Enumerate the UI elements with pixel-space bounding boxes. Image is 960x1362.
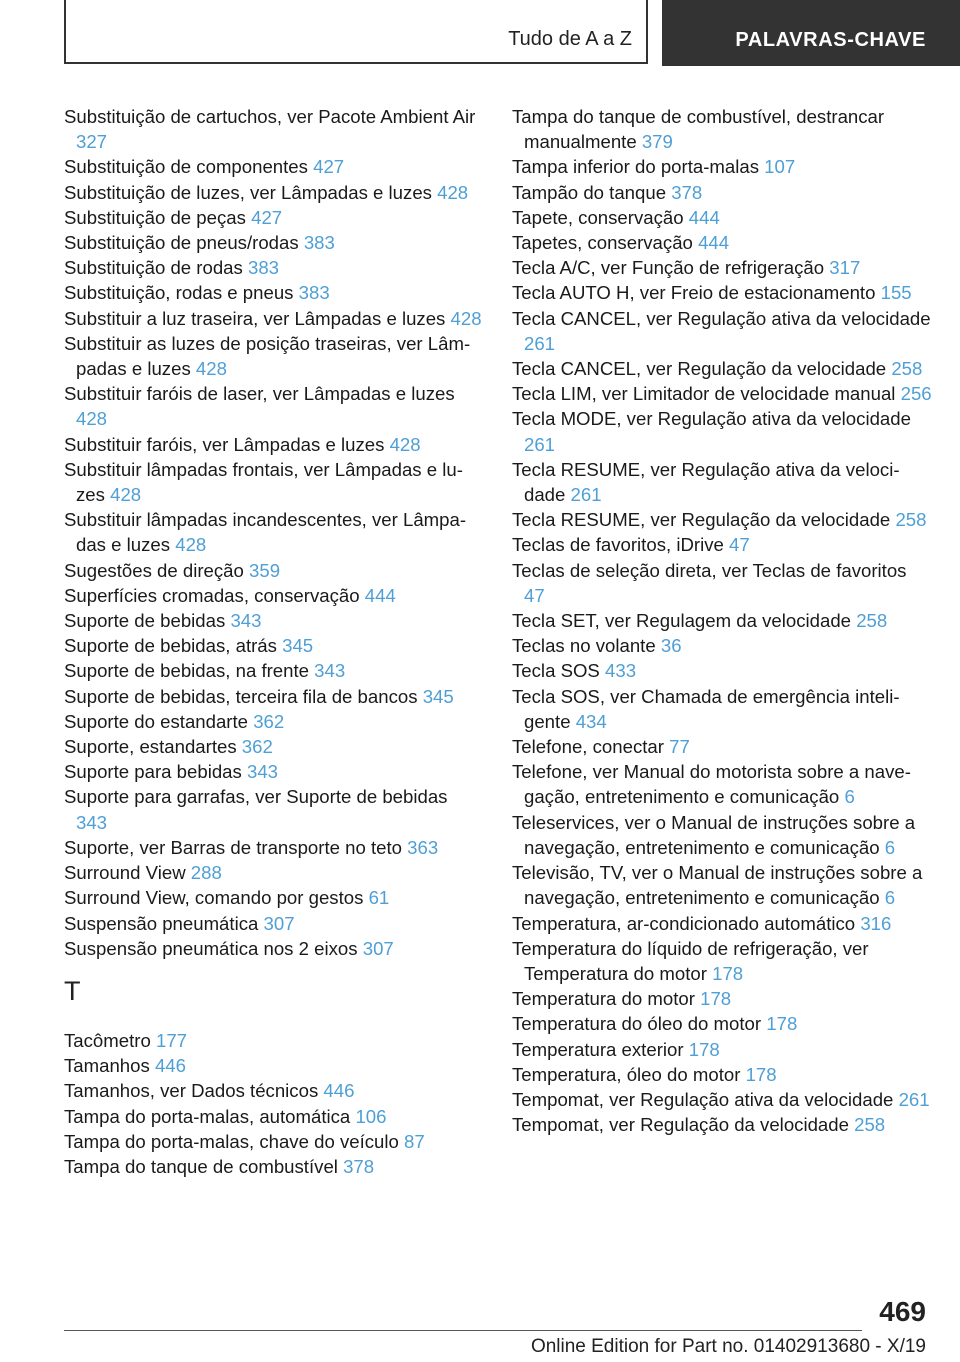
page-reference-link[interactable]: 444 xyxy=(364,584,396,606)
index-term: Tampa do porta-malas, chave do veículo xyxy=(64,1130,399,1152)
page-reference-link[interactable]: 428 xyxy=(389,433,421,455)
index-term: Tamanhos, ver Dados técnicos xyxy=(64,1080,319,1102)
page-reference-link[interactable]: 428 xyxy=(437,181,469,203)
index-term: Suporte para bebidas xyxy=(64,761,242,783)
page-reference-link[interactable]: 288 xyxy=(190,862,222,884)
index-entry xyxy=(64,936,482,961)
index-term: Suporte de bebidas, atrás xyxy=(64,635,277,657)
index-term: Teclas de favoritos, iDrive xyxy=(512,534,724,556)
index-term: Suporte do estandarte xyxy=(64,710,249,732)
page-reference-link[interactable]: 327 xyxy=(76,131,108,153)
index-column-left xyxy=(64,104,482,1179)
page-reference-link[interactable]: 256 xyxy=(900,383,932,405)
index-entry xyxy=(64,255,482,280)
page-reference-link[interactable]: 345 xyxy=(282,635,314,657)
index-entry xyxy=(64,658,482,683)
index-entry xyxy=(512,860,932,910)
index-entry xyxy=(512,986,932,1011)
page-reference-link[interactable]: 428 xyxy=(175,534,207,556)
index-entry xyxy=(512,230,932,255)
index-term: Teclas de seleção direta, ver Teclas de favoritos xyxy=(512,559,907,581)
index-entry xyxy=(64,180,482,205)
index-term: Tempomat, ver Regulação ativa da velocidade xyxy=(512,1088,894,1110)
index-term: Substituição de componentes xyxy=(64,156,308,178)
index-term: Temperatura do óleo do motor xyxy=(512,1013,762,1035)
page-reference-link[interactable]: 383 xyxy=(303,232,335,254)
index-term: Tecla CANCEL, ver Regulação ativa da velocidade xyxy=(512,307,931,329)
index-entry xyxy=(64,1104,482,1129)
page-reference-link[interactable]: 177 xyxy=(155,1029,188,1051)
page-reference-link[interactable]: 343 xyxy=(230,610,262,632)
index-term: Superfícies cromadas, conservação xyxy=(64,584,360,606)
page-reference-link[interactable]: 343 xyxy=(314,660,346,682)
index-entry xyxy=(64,583,482,608)
index-entry xyxy=(64,558,482,583)
index-entry xyxy=(512,1087,932,1112)
index-entry xyxy=(512,457,932,507)
page-reference-link[interactable]: 343 xyxy=(76,811,108,833)
index-term: Sugestões de direção xyxy=(64,559,244,581)
index-term: Tecla SET, ver Regulagem da velocidade xyxy=(512,610,852,632)
index-term: Tecla RESUME, ver Regulação ativa da velocidade xyxy=(512,458,900,506)
index-entry xyxy=(64,835,482,860)
index-term: Tecla AUTO H, ver Freio de estacionamento xyxy=(512,282,876,304)
index-term: Tecla SOS xyxy=(512,660,600,682)
page-reference-link[interactable]: 261 xyxy=(570,484,602,506)
index-entry xyxy=(512,356,932,381)
index-entry xyxy=(512,759,932,809)
page-reference-link[interactable]: 261 xyxy=(898,1088,930,1110)
page-reference-link[interactable]: 36 xyxy=(660,635,682,657)
index-entry xyxy=(64,1028,482,1053)
index-entry xyxy=(64,633,482,658)
page-reference-link[interactable]: 433 xyxy=(605,660,637,682)
page-reference-link[interactable]: 178 xyxy=(712,962,744,984)
index-term: Surround View xyxy=(64,862,186,884)
page-reference-link[interactable]: 379 xyxy=(641,131,673,153)
page-reference-link[interactable]: 444 xyxy=(698,232,730,254)
page-reference-link[interactable]: 178 xyxy=(766,1013,798,1035)
page-reference-link[interactable]: 47 xyxy=(524,584,545,606)
index-entry xyxy=(64,457,482,507)
page-reference-link[interactable]: 383 xyxy=(298,282,330,304)
page-reference-link[interactable]: 428 xyxy=(450,307,482,329)
page-reference-link[interactable]: 106 xyxy=(355,1105,387,1127)
index-entry xyxy=(512,104,932,154)
page-reference-link[interactable]: 378 xyxy=(343,1155,375,1177)
index-term: Substituir as luzes de posição traseiras, ver Lâmpadas e luzes xyxy=(64,332,471,380)
index-entry xyxy=(64,507,482,557)
index-term: Tampa do porta-malas, automática xyxy=(64,1105,351,1127)
index-entry xyxy=(64,860,482,885)
index-term: Temperatura, ar-condicionado automático xyxy=(512,912,856,934)
index-entry xyxy=(512,507,932,532)
index-term: Substituição de peças xyxy=(64,206,246,228)
index-entry xyxy=(512,306,932,356)
page-reference-link[interactable]: 258 xyxy=(895,509,927,531)
index-term: Substituição de cartuchos, ver Pacote Ambient Air xyxy=(64,106,476,127)
index-entry xyxy=(512,911,932,936)
index-entry xyxy=(512,684,932,734)
index-term: Tamanhos xyxy=(64,1055,150,1077)
index-term: Tecla MODE, ver Regulação ativa da velocidade xyxy=(512,408,911,430)
page-reference-link[interactable]: 77 xyxy=(669,736,690,758)
index-term: Telefone, ver Manual do motorista sobre a navegação, entretenimento e comunicação xyxy=(512,761,911,808)
index-term: Suporte, estandartes xyxy=(64,736,237,758)
page-reference-link[interactable]: 178 xyxy=(745,1063,777,1085)
page-reference-link[interactable]: 178 xyxy=(700,988,732,1010)
index-entry xyxy=(512,633,932,658)
index-entry xyxy=(512,280,932,305)
index-column-right xyxy=(512,104,932,1137)
page-reference-link[interactable]: 317 xyxy=(829,257,861,279)
index-entry xyxy=(512,734,932,759)
index-entries-s xyxy=(64,104,482,961)
page-reference-link[interactable]: 47 xyxy=(729,534,750,556)
index-entry xyxy=(64,784,482,834)
page-reference-link[interactable]: 155 xyxy=(880,282,912,304)
index-entry xyxy=(64,331,482,381)
index-term: Temperatura, óleo do motor xyxy=(512,1063,741,1085)
index-entry xyxy=(512,205,932,230)
page-reference-link[interactable]: 359 xyxy=(249,559,281,581)
page-reference-link[interactable]: 261 xyxy=(524,433,556,455)
page-reference-link[interactable]: 362 xyxy=(253,710,285,732)
index-entries-t xyxy=(64,1028,482,1179)
page-reference-link[interactable]: 258 xyxy=(854,1114,886,1136)
edition-footer: Online Edition for Part no. 01402913680 - X/19 xyxy=(530,1336,926,1357)
footer-divider xyxy=(64,1330,862,1331)
index-term: Temperatura do líquido de refrigeração, ver Temperatura do motor xyxy=(512,937,869,984)
index-term: Tampa inferior do porta-malas xyxy=(512,156,759,178)
page-reference-link[interactable]: 307 xyxy=(263,912,295,934)
index-entry xyxy=(64,885,482,910)
index-term: Tecla CANCEL, ver Regulação da velocidade xyxy=(512,358,887,380)
index-entry xyxy=(64,205,482,230)
index-entry xyxy=(512,558,932,608)
index-term: Substituição, rodas e pneus xyxy=(64,282,294,304)
page-reference-link[interactable]: 6 xyxy=(844,786,855,808)
index-entry xyxy=(64,1129,482,1154)
index-entry xyxy=(64,1053,482,1078)
index-term: Tecla LIM, ver Limitador de velocidade manual xyxy=(512,383,896,405)
page-reference-link[interactable]: 428 xyxy=(110,484,142,506)
index-term: Tampão do tanque xyxy=(512,181,667,203)
index-entry xyxy=(512,608,932,633)
index-term: Substituição de pneus/rodas xyxy=(64,232,299,254)
page-reference-link[interactable]: 307 xyxy=(362,937,394,959)
index-term: Telefone, conectar xyxy=(512,736,664,758)
page-reference-link[interactable]: 343 xyxy=(246,761,279,783)
page-reference-link[interactable]: 258 xyxy=(856,610,888,632)
index-entry xyxy=(64,154,482,179)
page-reference-link[interactable]: 362 xyxy=(241,736,273,758)
index-entry xyxy=(512,1062,932,1087)
index-term: Substituir faróis, ver Lâmpadas e luzes xyxy=(64,433,385,455)
index-entries-right xyxy=(512,104,932,1137)
index-entry xyxy=(512,154,932,179)
index-term: Teclas no volante xyxy=(512,635,656,657)
index-entry xyxy=(512,1011,932,1036)
page-reference-link[interactable]: 363 xyxy=(407,836,439,858)
index-term: Suporte de bebidas, terceira fila de bancos xyxy=(64,685,418,707)
page-reference-link[interactable]: 345 xyxy=(422,685,454,707)
index-entry xyxy=(512,1037,932,1062)
index-term: Temperatura exterior xyxy=(512,1038,684,1060)
index-term: Tecla RESUME, ver Regulação da velocidade xyxy=(512,509,891,531)
index-entry xyxy=(64,230,482,255)
index-entry xyxy=(64,104,482,154)
index-entry xyxy=(512,658,932,683)
index-term: Surround View, comando por gestos xyxy=(64,887,364,909)
header-frame xyxy=(64,0,648,64)
page-reference-link[interactable]: 378 xyxy=(671,181,703,203)
page-reference-link[interactable]: 428 xyxy=(195,358,227,380)
index-term: Tecla SOS, ver Chamada de emergência inteligente xyxy=(512,685,900,732)
page-reference-link[interactable]: 383 xyxy=(248,257,280,279)
page-reference-link[interactable]: 446 xyxy=(154,1055,186,1077)
index-entry xyxy=(64,734,482,759)
index-term: Tapete, conservação xyxy=(512,206,684,228)
page-number: 469 xyxy=(879,1296,926,1327)
page-reference-link[interactable]: 427 xyxy=(313,156,345,178)
index-term: Substituição de luzes, ver Lâmpadas e luzes xyxy=(64,181,432,203)
page-reference-link[interactable]: 107 xyxy=(764,156,796,178)
page-reference-link[interactable]: 446 xyxy=(323,1080,355,1102)
index-entry xyxy=(512,532,932,557)
section-tab xyxy=(662,0,960,66)
index-term: Substituir a luz traseira, ver Lâmpadas e luzes xyxy=(64,307,446,329)
page-reference-link[interactable]: 316 xyxy=(860,912,892,934)
index-entry xyxy=(512,1112,932,1137)
section-letter: T xyxy=(64,975,81,1006)
index-term: Teleservices, ver o Manual de instruções sobre a navegação, entretenimento e comunicação xyxy=(512,811,916,858)
page-reference-link[interactable]: 6 xyxy=(884,836,896,858)
index-entry xyxy=(64,684,482,709)
page-reference-link[interactable]: 258 xyxy=(891,358,923,380)
page-reference-link[interactable]: 178 xyxy=(688,1038,720,1060)
index-entry xyxy=(64,432,482,457)
page-reference-link[interactable]: 261 xyxy=(524,332,556,354)
index-entry xyxy=(64,608,482,633)
page-reference-link[interactable]: 434 xyxy=(575,710,607,732)
index-term: Suporte, ver Barras de transporte no teto xyxy=(64,836,402,858)
index-entry xyxy=(512,406,932,456)
page-reference-link[interactable]: 6 xyxy=(884,887,896,909)
index-entry xyxy=(64,1078,482,1103)
index-term: Temperatura do motor xyxy=(512,988,695,1010)
index-entry xyxy=(64,759,482,784)
chapter-title: Tudo de A a Z xyxy=(508,28,632,50)
index-term: Suporte de bebidas xyxy=(64,610,226,632)
section-title: PALAVRAS-CHAVE xyxy=(735,29,926,51)
index-term: Tacômetro xyxy=(64,1029,151,1051)
index-entry xyxy=(64,1154,482,1179)
index-term: Substituição de rodas xyxy=(64,257,243,279)
index-entry xyxy=(64,306,482,331)
index-term: Suspensão pneumática xyxy=(64,912,259,934)
index-term: Substituir lâmpadas frontais, ver Lâmpadas e luzes xyxy=(64,458,463,506)
index-term: Suporte para garrafas, ver Suporte de bebidas xyxy=(64,786,448,808)
index-term: Televisão, TV, ver o Manual de instruções sobre a navegação, entretenimento e comunicação xyxy=(512,862,923,909)
page-reference-link[interactable]: 61 xyxy=(368,887,390,909)
index-entry xyxy=(512,936,932,986)
index-entry xyxy=(64,280,482,305)
index-term: Substituir faróis de laser, ver Lâmpadas e luzes xyxy=(64,383,455,405)
page-reference-link[interactable]: 444 xyxy=(688,206,720,228)
index-term: Tecla A/C, ver Função de refrigeração xyxy=(512,257,825,279)
page-reference-link[interactable]: 427 xyxy=(251,206,283,228)
page-reference-link[interactable]: 87 xyxy=(404,1130,425,1152)
index-term: Substituir lâmpadas incandescentes, ver Lâmpadas e luzes xyxy=(64,509,467,556)
index-entry xyxy=(64,911,482,936)
index-term: Tapetes, conservação xyxy=(512,232,693,254)
index-entry xyxy=(512,810,932,860)
index-term: Tampa do tanque de combustível, destrancar manualmente xyxy=(512,106,885,153)
index-term: Suspensão pneumática nos 2 eixos xyxy=(64,937,358,959)
page-reference-link[interactable]: 428 xyxy=(76,408,108,430)
index-entry xyxy=(512,180,932,205)
index-entry xyxy=(512,381,932,406)
index-term: Tempomat, ver Regulação da velocidade xyxy=(512,1114,849,1136)
index-term: Tampa do tanque de combustível xyxy=(64,1155,338,1177)
index-entry xyxy=(512,255,932,280)
index-entry xyxy=(64,709,482,734)
index-entry xyxy=(64,381,482,431)
index-term: Suporte de bebidas, na frente xyxy=(64,660,309,682)
